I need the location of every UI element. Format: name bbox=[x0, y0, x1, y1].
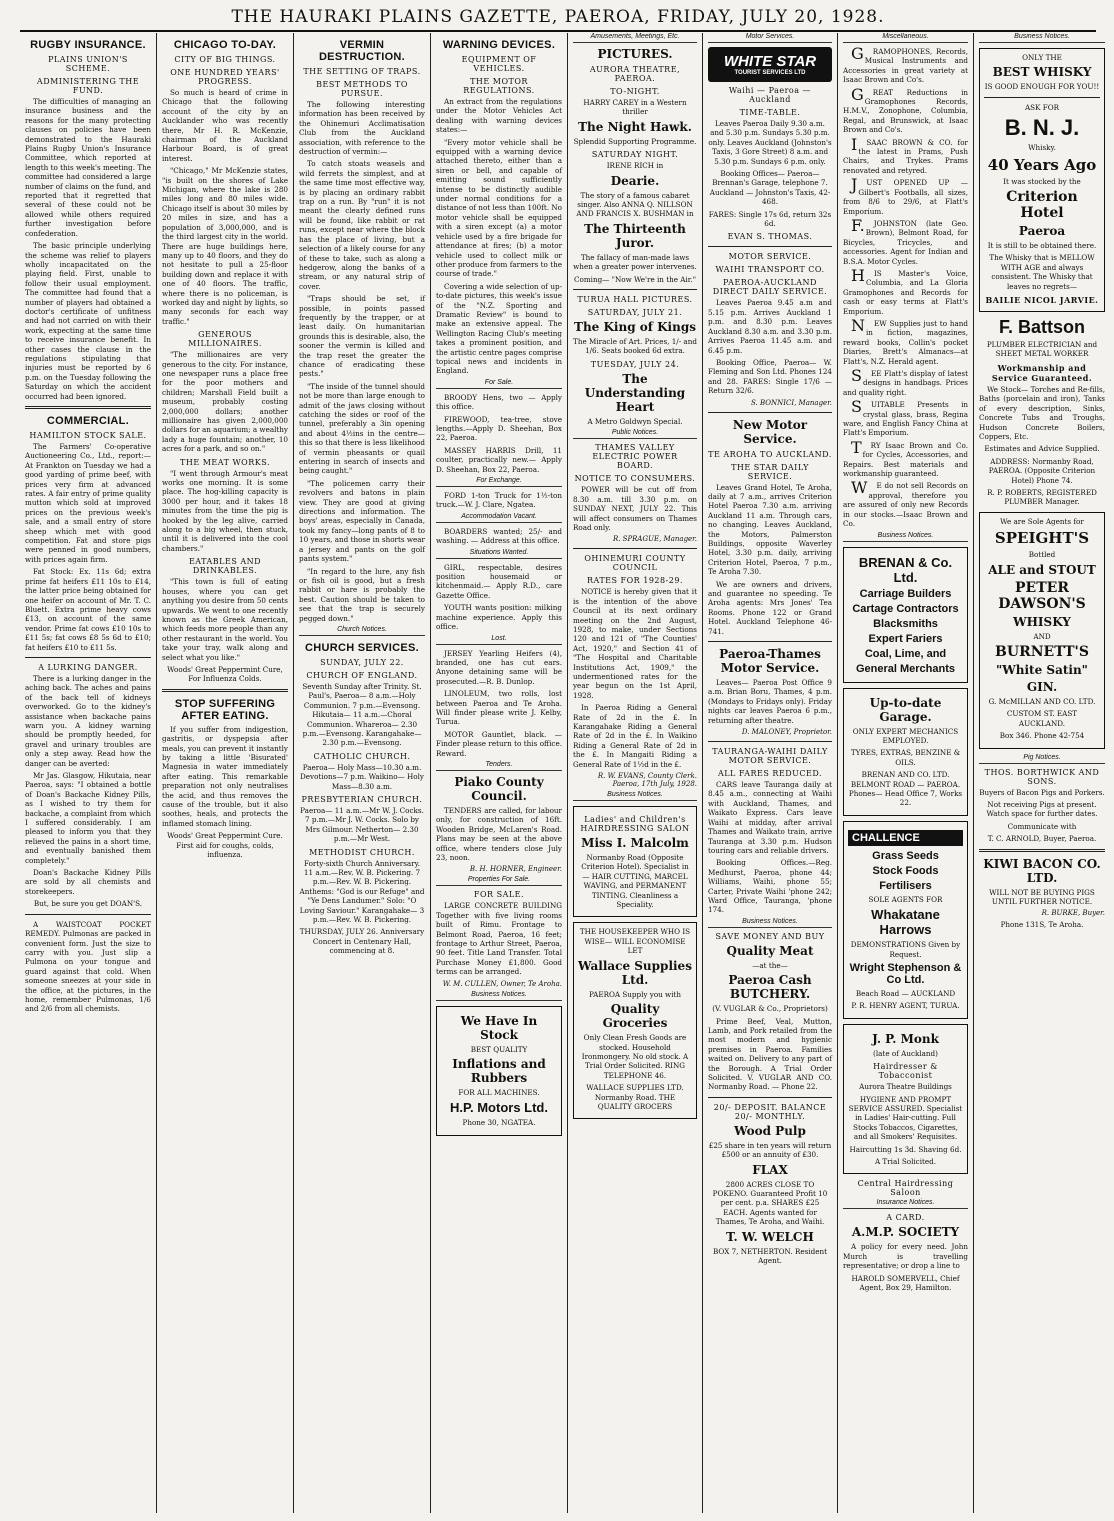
whisky-label: Whisky. bbox=[1028, 143, 1056, 153]
power-cut-text: POWER will be cut off from 8.30 a.m. till 3.30 p.m. on SUNDAY NEXT, JULY 22. This will affect consumers on Thames Road only. bbox=[573, 485, 697, 532]
church-of-england-text: Seventh Sunday after Trinity. St. Paul's, Paeroa— 8 a.m.—Holy Communion. 7 p.m.—Evensong. Hikutaia— 11 a.m.—Choral Communion. Whareroa— 2.30 p.m.—Evensong. Karangahake— 2.30 p.m.—Evensong. bbox=[302, 681, 422, 748]
amp-text: A policy for every need. John Murch is travelling representative; or drop a line to bbox=[843, 1242, 968, 1271]
chicago-subheading-2: ONE HUNDRED YEARS' PROGRESS. bbox=[170, 68, 280, 86]
mcmillan: G. McMILLAN AND CO. LTD. bbox=[988, 696, 1096, 706]
hp-motors-ad bbox=[436, 1006, 562, 1136]
stock-sale-subheading: HAMILTON STOCK SALE. bbox=[29, 431, 147, 440]
section-label: Business Notices. bbox=[436, 991, 562, 1001]
deposit-heading: 20/- DEPOSIT. BALANCE 20/- MONTHLY. bbox=[713, 1102, 827, 1121]
divider bbox=[979, 849, 1105, 852]
direct-service: PAEROA-AUCKLAND DIRECT DAILY SERVICE. bbox=[712, 278, 828, 297]
monk-text: HYGIENE AND PROMPT SERVICE ASSURED. Specialist in Ladies' Hair-cutting. Full Stocks Tobaccos, Cigarettes, and all Smokers' Requisites. bbox=[848, 1094, 963, 1142]
wallace-footer: WALLACE SUPPLIES LTD. Normanby Road. THE QUALITY GROCERS bbox=[586, 1083, 684, 1111]
wright-stephenson: Wright Stephenson & Co Ltd. bbox=[849, 961, 962, 986]
meat-works-heading: THE MEAT WORKS. bbox=[180, 457, 270, 467]
tauranga-booking: Booking Offices.—Reg. Medhurst, Paeroa, phone 44; Williams, Waihi, phone 55; Carter, Private Waihi 'phone 242; Ward Office, Tauranga, 'phone 174. bbox=[708, 858, 832, 915]
maloney-signature: D. MALONEY, Proprietor. bbox=[741, 728, 832, 737]
rates-heading: RATES FOR 1928-29. bbox=[586, 576, 684, 586]
garage-address: BRENAN AND CO. LTD. BELMONT ROAD — PAEROA. Phones— Head Office 7, Works 22. bbox=[848, 770, 963, 808]
property-ad: LARGE CONCRETE BUILDING Together with five living rooms built of Rimu. Frontage to Belmont Road, Paeroa, 16 feet; frontage to Arthur Street, Paeroa, 90 feet. Title Land Transfer. Total Purchase Money £1,800. Good terms can be arranged. bbox=[436, 901, 562, 977]
welch-name: T. W. WELCH bbox=[726, 1229, 814, 1244]
ask-for: ASK FOR bbox=[1024, 102, 1060, 112]
chicago-para-2: "Chicago," Mr McKenzie states, "is built on the shores of Lake Michigan, where the lake is 280 miles long and 80 miles wide. Chicago itself is about 30 miles by 20 miles in size, and has a population of 3,000,000, and is the third largest city in the world. There are huge buildings here, many up to 40 floors, and they do not hesitate to pull a 25-floor building down and replace it with one of 40 floors. The traffic, where there is no policeman, is worked day and night by lights, so many seconds for each way traffic." bbox=[162, 166, 288, 326]
arnold: T. C. ARNOLD, Buyer, Paeroa. bbox=[987, 834, 1097, 844]
church-date: SUNDAY, JULY 22. bbox=[320, 657, 404, 667]
battson-trade: PLUMBER ELECTRICIAN and SHEET METAL WORKER bbox=[986, 340, 1098, 359]
amp-society: A.M.P. SOCIETY bbox=[851, 1225, 960, 1240]
peppermint-ad-2: Woods' Great Peppermint Cure. First aid for coughs, colds, influenza. bbox=[167, 831, 283, 860]
saturday-star: IRENE RICH in bbox=[606, 161, 664, 171]
challence-item: Fertilisers bbox=[879, 879, 932, 892]
column-8 bbox=[974, 33, 1110, 1513]
rates-signature: R. W. EVANS, County Clerk. Paeroa, 17th July, 1928. bbox=[597, 772, 697, 789]
brenan-line: General Merchants bbox=[855, 662, 956, 675]
tender-ad: TENDERS are called, for labour only, for construction of 16ft. Wooden Bridge, McLaren's Road. Plans may be seen at the above office, where tenders close July 23, noon. bbox=[436, 805, 562, 862]
vermin-para-2: To catch stoats weasels and wild ferrets the simplest, and at the same time most effective way, is by placing an ordinary rabbit trap on a run. By "run" it is not meant the clearly defined runs will be found, like rabbit or rat runs, except near where the block has the place of living, but a selection of a likely course for any of these to take, such as along a hedgerow, along the banks of a stream, or any natural strip of cover. bbox=[299, 159, 425, 291]
vermin-subheading-2: BEST METHODS TO PURSUE. bbox=[316, 80, 408, 98]
monk-late: (late of Auckland) bbox=[873, 1048, 938, 1058]
stocked-by: It was stocked by the bbox=[1003, 176, 1081, 186]
whakatane-harrows: Whakatane Harrows bbox=[871, 907, 940, 938]
rugby-subheading: PLAINS UNION'S SCHEME. bbox=[48, 55, 128, 73]
monk-trade: Hairdresser & Tobacconist bbox=[873, 1062, 938, 1081]
white-star-sub: TOURIST SERVICES LTD bbox=[734, 70, 806, 76]
section-label: Business Notices. bbox=[708, 918, 832, 928]
saturday-label: SATURDAY NIGHT. bbox=[591, 150, 679, 160]
turua-special: A Metro Goldwyn Special. bbox=[587, 416, 683, 426]
whisky-ad bbox=[979, 48, 1105, 312]
butchery-proprietors: (V. VUGLAR & Co., Proprietors) bbox=[712, 1004, 828, 1014]
church-services-heading: CHURCH SERVICES. bbox=[304, 641, 419, 654]
wallace-ad bbox=[573, 922, 697, 1119]
doans-para-4: But, be sure you get DOAN'S. bbox=[33, 899, 143, 909]
saturday-film-2: The Thirteenth Juror. bbox=[584, 221, 686, 250]
central-hairdressing: Central Hairdressing Saloon bbox=[857, 1179, 954, 1198]
piako-heading: Piako County Council. bbox=[454, 774, 544, 803]
flax-heading: FLAX bbox=[752, 1162, 788, 1177]
divider bbox=[573, 548, 697, 549]
tonight-star: HARRY CAREY in a Western thriller bbox=[583, 98, 687, 117]
classified-ad: BROODY Hens, two — Apply this office. bbox=[436, 392, 562, 412]
only-the: ONLY THE bbox=[1022, 53, 1062, 62]
wallace-supply: PAEROA Supply you with bbox=[588, 989, 682, 999]
direct-times: Leaves Paeroa 9.45 a.m and 5.15 p.m. Arrives Auckland 1 p.m. and 8.30 p.m. Leaves Auckland 8.30 a.m. and 3.30 p.m. Arrives Paeroa 11.45 a.m. and 6.45 p.m. bbox=[708, 298, 832, 355]
column-2 bbox=[157, 33, 294, 1513]
brenan-ad bbox=[843, 547, 968, 683]
white-star-name: WHITE STAR bbox=[723, 53, 817, 70]
section-label: Church Notices. bbox=[299, 626, 425, 636]
divider bbox=[708, 741, 832, 742]
saturday-desc: The story of a famous cabaret singer. Also ANNA Q. NILLSON AND FRANCIS X. BUSHMAN in bbox=[576, 190, 694, 219]
chicago-subheading: CITY OF BIG THINGS. bbox=[174, 55, 276, 64]
paeroa-thames-text: Leaves— Paeroa Post Office 9 a.m. Brian Boru, Thames, 4 p.m. (Mondays to Fridays only). Friday nights car leaves Paeroa 6 p.m., returning after theatre. bbox=[708, 678, 832, 725]
stock-para-1: The Farmers' Co-operative Auctioneering Co., Ltd., report:— At Frankton on Tuesday we had a good yarding of prime beef, with prices very firm at advanced rates. A fair entry of prime quality mutton which sold at improved prices on the previous week's sale, and a small entry of store sheep which met with good competition. Fat and store pigs were penned in good numbers, with prices again firm. bbox=[25, 442, 151, 564]
section-label: Business Notices. bbox=[843, 532, 968, 542]
misc-ad: GRAMOPHONES, Records, Musical Instruments and Accessories in great variety at Isaac Brown and Co's. bbox=[843, 44, 968, 85]
catholic-church: CATHOLIC CHURCH. bbox=[313, 751, 411, 761]
divider bbox=[25, 657, 151, 658]
brenan-line: Coal, Lime, and bbox=[864, 647, 947, 660]
misc-ad: F.JOHNSTON (late Geo. Brown), Belmont Road, for Bicycles, Tricycles, and accessories. Agent for Indian and B.S.A. Motor Cycles. bbox=[843, 215, 968, 266]
and-word: AND bbox=[1033, 631, 1051, 641]
monk-address: Aurora Theatre Buildings bbox=[859, 1082, 952, 1092]
vermin-para-3: "Traps should be set, if possible, in points passed frequently by the trapper, or at least daily. On humanitarian grounds this is desirable, also, the sooner the vermin is killed and the trap reset the greater the chance of eradicating these pests." bbox=[299, 294, 425, 379]
classified-ad: YOUTH wants position: milking machine experience. Apply this office. bbox=[436, 603, 562, 632]
catholic-church-text: Paeroa— Holy Mass—10.30 a.m. Devotions—7 p.m. Waikino— Holy Mass—8.30 a.m. bbox=[300, 762, 424, 791]
section-label: Insurance Notices. bbox=[843, 1199, 968, 1209]
quality-meat: Quality Meat bbox=[726, 943, 814, 958]
waihi-transport: WAIHI TRANSPORT CO. bbox=[715, 265, 825, 275]
divider bbox=[708, 641, 832, 642]
forty-years: 40 Years Ago bbox=[987, 155, 1097, 174]
saturday-film: Dearie. bbox=[610, 173, 660, 188]
warning-subheading-2: THE MOTOR REGULATIONS. bbox=[463, 77, 535, 95]
brenan-name: BRENAN & Co. Ltd. bbox=[858, 554, 953, 585]
commercial-heading: COMMERCIAL. bbox=[46, 415, 130, 427]
presbyterian-church-text: Paeroa— 11 a.m.—Mr W. J. Cocks. 7 p.m.—Mr J. W. Cocks. Solo by Mrs Gilmour. Netherton— 2.30 p.m.—Mr West. bbox=[300, 806, 424, 844]
warning-para-2: "Every motor vehicle shall be equipped with a warning device attached thereto, either than a siren or bell, and capable of emitting sound sufficiently intense to be distinctly audible under normal conditions for a distance of not less than 100ft. No motor vehicle shall be equipped with a siren except (a) a motor vehicle used by a fire brigade for attendance at fires; (b) a motor vehicle used to collect milk or other produce from farmers to the course of trade." bbox=[436, 137, 562, 279]
column-5 bbox=[568, 33, 703, 1513]
column-1 bbox=[20, 33, 157, 1513]
doans-para-1: There is a lurking danger in the aching back. The aches and pains of the back tell of kidneys overworked. Go to the kidney's assistance when backache pains warn you. A kidney warning should be promptly heeded, for gravel and urinary troubles are only a step away. Read how the danger can be averted: bbox=[25, 673, 151, 768]
burke-signature: R. BURKE, Buyer. bbox=[1041, 909, 1105, 918]
direct-signature: S. BONNICI, Manager. bbox=[750, 398, 832, 407]
brenan-line: Blacksmiths bbox=[873, 617, 938, 630]
speights-ad bbox=[979, 512, 1105, 749]
wallace-name: Wallace Supplies Ltd. bbox=[578, 958, 692, 987]
divider bbox=[25, 406, 151, 409]
brenan-line: Carriage Builders bbox=[859, 587, 952, 600]
at-the: —at the— bbox=[752, 960, 788, 970]
column-4 bbox=[431, 33, 568, 1513]
brenan-line: Cartage Contractors bbox=[852, 602, 959, 615]
battson-stock: We Stock— Torches and Re-fills, Baths (porcelain and iron), Tanks of every description, Sinks, Concrete Tubs and Troughs, Hudson Concrete Boilers, Coppers, Etc. bbox=[979, 384, 1105, 441]
star-drivers: We are owners and drivers, and guarantee no speeding. Te Aroha agents: Mrs Jones' Tea Rooms. Phone 122 or Grand Hotel. Auckland Telephone 46-741. bbox=[708, 579, 832, 636]
section-label: Business Notices. bbox=[979, 33, 1105, 43]
hp-machines: FOR ALL MACHINES. bbox=[458, 1088, 540, 1098]
magnesia-para: If you suffer from indigestion, gastritis, or dyspepsia after meals, you can prevent it instantly by taking a little 'Bisurated' Magnesia in water immediately after eating. This remarkable preparation not only neutralises the acid, and thus removes the cause of the trouble, but it also soothes, heals, and protects the inflamed stomach lining. bbox=[162, 724, 288, 828]
section-label: Business Notices. bbox=[573, 791, 697, 801]
whisky-word: WHISKY bbox=[1013, 614, 1071, 629]
section-label: For Sale. bbox=[436, 379, 562, 389]
chicago-para-1: So much is heard of crime in Chicago that the following account of the city by an Aucklander who was recently there, Mr H. R. McKenzie, chairman of the Auckland Harbour Board, is of great interest. bbox=[162, 88, 288, 163]
divider bbox=[162, 689, 288, 692]
borthwick: THOS. BORTHWICK AND SONS. bbox=[984, 767, 1100, 786]
section-label: Tenders. bbox=[436, 761, 562, 771]
monk-ad bbox=[843, 1024, 968, 1175]
bnj-brand: B. N. J. bbox=[1004, 115, 1080, 141]
wallace-groceries: Quality Groceries bbox=[602, 1002, 668, 1031]
stock-para-2: Fat Stock: Ex. 11s 6d; extra prime fat heifers £11 10s to £14, the latter price being obtained for one heifer on account of Mr. T. C. Bluett. Extra prime heavy cows £13, on account of the same vendor. Prime fat cows £10 10s to £11 5s; fat cows £8 5s 6d to £10; fat heifers £10 to £11 5s. bbox=[25, 567, 151, 652]
monk-name: J. P. Monk bbox=[872, 1031, 939, 1046]
demonstrations: DEMONSTRATIONS Given by Request. bbox=[850, 940, 961, 959]
challence-name: CHALLENCE bbox=[848, 830, 963, 846]
church-of-england: CHURCH OF ENGLAND. bbox=[306, 670, 418, 680]
rates-notice: NOTICE is hereby given that it is the intention of the above Council at its next ordinary meeting on the 2nd August, 1928, to make, under Sections 120 and 121 of "The Counties' Act, 1920," and Section 41 of "The Hospital and Charitable Institutions Act, 1909," the undermentioned rates for the year begun on the 1st April, 1928. bbox=[573, 587, 697, 700]
star-times: Leaves Grand Hotel, Te Aroha, daily at 7 a.m., arrives Criterion Hotel Paeroa 7.30 a.m. arriving Auckland 11 a.m. Through cars, no changing. Leaves Auckland, the Motors, Palmerston Buildings, opposite Waverley Hotel, 3.30 p.m. daily, arriving Criterion Hotel, Paeroa, 7 p.m., Te Aroha 7.30. bbox=[708, 482, 832, 577]
section-label: Situations Wanted. bbox=[436, 549, 562, 559]
chicago-police-para: "The policemen carry their revolvers and batons in plain view. They are good at giving directions and information. The boys' areas, especially in Canada, took my fancy—long pants of 8 to 10 years, and those in shorts wear a jersey and pants on the golf pants system." bbox=[299, 478, 425, 564]
for-sale-heading: FOR SALE. bbox=[473, 890, 525, 900]
rates-detail: In Paeroa Riding a General Rate of 2d in the £. In Karangahake Riding a General Rate of 2d in the £. In Waikino Riding a General Rate of 2d in the £. In Mangaiti Riding a General Rate of 1½d in the £. bbox=[573, 703, 697, 769]
misc-ad: WE do not sell Records on approval, therefore you are assured of only new Records in our stocks.—Isaac Brown and Co. bbox=[843, 478, 968, 529]
misc-ad: NEW Supplies just to hand in fiction, magazines, reward books, Collin's pocket Diaries, Brett's Almanacs—at Flatt's, N.Z. Herald agent. bbox=[843, 315, 968, 366]
tauranga-heading: TAURANGA-WAIHI DAILY MOTOR SERVICE. bbox=[712, 747, 828, 766]
misc-ad: SEE Flatt's display of latest designs in handbags. Prices and quality right. bbox=[843, 366, 968, 397]
wood-pulp-text: £25 share in ten years will return £500 or an annuity of £30. bbox=[708, 1140, 832, 1160]
doans-para-2: Mr Jas. Glasgow, Hikutaia, near Paeroa, says: "I obtained a bottle of Doan's Backache Kidney Pills, as I wished to try them for backache, a complaint from which I suffered considerably. I am pleased to inform you that they relieved the pains in a short time, and eventually banished them completely." bbox=[25, 771, 151, 865]
battson-manager: R. P. ROBERTS, REGISTERED PLUMBER Manager. bbox=[987, 487, 1097, 507]
burnetts: BURNETT'S bbox=[995, 643, 1089, 660]
challence-item: Grass Seeds bbox=[872, 849, 939, 862]
best-whisky: BEST WHISKY bbox=[992, 65, 1092, 80]
gin: GIN. bbox=[1026, 679, 1058, 694]
sole-agents-for: We are Sole Agents for bbox=[1000, 516, 1084, 526]
wood-pulp: Wood Pulp bbox=[734, 1123, 806, 1138]
tauranga-times: CARS leave Tauranga daily at 8.45 a.m., connecting at Waihi with Auckland, Thames, and Waikato Express. Cars leave Waihi at midday, after arrival Thames and Waikato train, arrive Tauranga at 3.30 p.m. Hudson touring cars and reliable drivers. bbox=[708, 780, 832, 855]
good-enough: IS GOOD ENOUGH FOR YOU!! bbox=[984, 82, 1100, 92]
power-signature: R. SPRAGUE, Manager. bbox=[612, 535, 697, 544]
route-heading: Waihi — Paeroa — Auckland bbox=[728, 86, 812, 104]
tonight-film: The Night Hawk. bbox=[578, 119, 692, 134]
hp-motors-name: H.P. Motors Ltd. bbox=[450, 1100, 548, 1116]
rugby-para-1: The difficulties of managing an insurance business and the reasons for the many protecting clauses on policies have been demonstrated to the Hauraki Plains Rugby Union's Insurance Committee, which reported at length to this week's meeting. The committee had considered a large number of claims on the fund, and reported that it regretted that several of these could not be allowed while others required further investigation before confederation. bbox=[25, 97, 151, 238]
misc-ad: HIS Master's Voice, Columbia, and La Gloria Gramophones and Records for cash or easy terms at Flatt's Emporium. bbox=[843, 265, 968, 316]
ale-stout: ALE and STOUT bbox=[988, 562, 1096, 577]
divider bbox=[25, 914, 151, 915]
speights: SPEIGHT'S bbox=[994, 529, 1090, 548]
warning-subheading: EQUIPMENT OF VEHICLES. bbox=[461, 55, 537, 73]
battson-address: ADDRESS: Normanby Road, PAEROA. (Opposite Criterion Hotel) Phone 74. bbox=[988, 456, 1096, 485]
section-label: Miscellaneous. bbox=[843, 33, 968, 43]
column-7 bbox=[838, 33, 974, 1513]
salon-ad bbox=[573, 806, 697, 917]
cash-butchery: Paeroa Cash BUTCHERY. bbox=[728, 973, 812, 1002]
section-label: Lost. bbox=[436, 635, 562, 645]
battson-estimates: Estimates and Advice Supplied. bbox=[984, 444, 1100, 454]
salon-text: Normanby Road (Opposite Criterion Hotel). Specialist in— HAIR CUTTING, MARCEL WAVING, and PERMANENT TINTING. Cleanliness a Speciality. bbox=[581, 853, 689, 910]
communicate: Communicate with bbox=[1007, 821, 1077, 831]
salon-owner: Miss I. Malcolm bbox=[581, 836, 689, 851]
turua-film-2: The Understanding Heart bbox=[584, 371, 686, 414]
criterion-hotel: Criterion Hotel bbox=[1006, 189, 1078, 222]
classified-ad: FIREWOOD, tea-tree, stove lengths.—Apply D. Sheehan, Box 22, Paeroa. bbox=[436, 414, 562, 443]
divider bbox=[984, 97, 1100, 98]
wallace-text: Only Clean Fresh Goods are stocked. Household Ironmongery. No old stock. A Trial Order Solicited. RING TELEPHONE 46. bbox=[581, 1033, 689, 1080]
pulmona-ad: A WAISTCOAT POCKET REMEDY. Pulmonas are packed in convenient form. Just the size to carry with you. Just slip a Pulmona on your tongue and guard against that cold. When someone sneezes at your side in the office, at the pictures, in the home, remember Pulmonas, 1/6 and 2/6 from all chemists. bbox=[25, 919, 151, 1014]
chicago-heading: CHICAGO TO-DAY. bbox=[173, 39, 277, 51]
sole-agents: SOLE AGENTS FOR bbox=[868, 894, 943, 904]
thursday-concert: THURSDAY, JULY 26. Anniversary Concert in Centenary Hall, commencing at 8. bbox=[299, 927, 425, 956]
henry-agent: P. R. HENRY AGENT, TURUA. bbox=[851, 1001, 960, 1011]
flax-text: 2800 ACRES CLOSE TO POKENO. Guaranteed Profit 10 per cent. p.a. SHARES £25 EACH. Agents wanted for Thames, Te Aroha, and Waihi. bbox=[712, 1179, 828, 1227]
divider bbox=[708, 246, 832, 247]
turua-heading: TURUA HALL PICTURES. bbox=[577, 295, 693, 305]
turua-sat: SATURDAY, JULY 21. bbox=[587, 308, 683, 318]
warning-para-1: An extract from the regulations under the Motor Vehicles Act dealing with warning devices states:— bbox=[436, 97, 562, 135]
challence-item: Stock Foods bbox=[872, 864, 939, 877]
butchery-text: Prime Beef, Veal, Mutton, Lamb, and Pork retailed from the most modern and hygienic premises in Paeroa. Families waited on. Delivery to any part of the Borough. A Trial Order Solicited. V. VUGLAR AND CO. Normanby Road. — Phone 22. bbox=[708, 1016, 832, 1092]
section-label: Amusements, Meetings, Etc. bbox=[573, 33, 697, 43]
bottled: Bottled bbox=[1028, 550, 1056, 560]
column-6 bbox=[703, 33, 838, 1513]
power-board-heading: THAMES VALLEY ELECTRIC POWER BOARD. bbox=[592, 443, 678, 471]
kiwi-notice: WILL NOT BE BUYING PIGS UNTIL FURTHER NOTICE. bbox=[989, 887, 1095, 907]
classified-ad: BOARDERS wanted; 25/- and washing. — Address at this office. bbox=[436, 526, 562, 546]
garage-ad bbox=[843, 688, 968, 816]
vermin-para-6: "In regard to the lure, any fish or fish oil is good, but a fresh rabbit or hare is probably the best. Caution should be taken to see that the trap is securely pegged down." bbox=[299, 566, 425, 623]
misc-ad: GREAT Reductions in Gramophones Records, H.M.V., Zonophone, Columbia, Regal, and Brunswick, at Isaac Brown and Co's. bbox=[843, 84, 968, 135]
rugby-heading: RUGBY INSURANCE. bbox=[30, 39, 146, 51]
presbyterian-church: PRESBYTERIAN CHURCH. bbox=[301, 795, 423, 804]
amp-card: A CARD. bbox=[886, 1213, 925, 1223]
property-signature: W. M. CULLEN, Owner, Te Aroha. bbox=[442, 979, 562, 988]
tonight-support: Splendid Supporting Programme. bbox=[573, 136, 697, 146]
classified-ad: FORD 1-ton Truck for 1½-ton truck.—W. J. Clare, Ngatea. bbox=[436, 491, 562, 510]
lurking-danger-heading: A LURKING DANGER. bbox=[38, 662, 138, 672]
saturday-desc-2: The fallacy of man-made laws when a greater power intervenes. bbox=[573, 252, 697, 272]
motor-service-heading: MOTOR SERVICE. bbox=[728, 252, 812, 262]
vermin-heading: VERMIN DESTRUCTION. bbox=[318, 39, 406, 63]
stop-suffering-heading: STOP SUFFERING AFTER EATING. bbox=[174, 697, 276, 722]
turua-film: The King of Kings bbox=[574, 320, 696, 335]
turua-prices: The Miracle of Art. Prices, 1/- and 1/6. Seats booked 6d extra. bbox=[573, 337, 697, 356]
eatables-heading: EATABLES AND DRINKABLES. bbox=[188, 557, 262, 576]
welch-text: BOX 7, NETHERTON. Resident Agent. bbox=[713, 1246, 827, 1266]
aurora-theatre: AURORA THEATRE, PAEROA. bbox=[589, 65, 681, 83]
kiwi-phone: Phone 131S, Te Aroha. bbox=[1000, 920, 1084, 930]
save-money: SAVE MONEY AND BUY bbox=[715, 931, 825, 941]
section-label: Accommodation Vacant. bbox=[436, 513, 562, 523]
brenan-line: Expert Fariers bbox=[868, 632, 943, 645]
bacon-buyers: Buyers of Bacon Pigs and Porkers. bbox=[979, 787, 1105, 797]
booking-text: Booking Offices— Paeroa—Brennan's Garage, telephone 7. Auckland — Johnston's Taxis, 42-468. bbox=[709, 169, 831, 207]
consumers-notice: NOTICE TO CONSUMERS. bbox=[574, 474, 696, 484]
garage-tyres: TYRES, EXTRAS, BENZINE & OILS. bbox=[850, 748, 961, 767]
not-receiving: Not receiving Pigs at present. Watch space for further dates. bbox=[986, 800, 1098, 819]
section-label: Properties For Sale. bbox=[436, 876, 562, 886]
garage-heading: Up-to-date Garage. bbox=[869, 695, 942, 724]
thomas-sig: EVAN S. THOMAS. bbox=[727, 232, 813, 242]
wallace-intro: THE HOUSEKEEPER WHO IS WISE— WILL ECONOMISE LET bbox=[579, 927, 691, 956]
monk-trial: A Trial Solicited. bbox=[874, 1157, 937, 1167]
section-label: Public Notices. bbox=[573, 429, 697, 439]
bailie-nicol: BAILIE NICOL JARVIE. bbox=[985, 295, 1099, 306]
misc-ad: ISAAC BROWN & CO. for the latest in Prams, Push Chairs, and Trykes. Prams renovated and retyred. bbox=[843, 134, 968, 175]
fares-text: FARES: Single 17s 6d, return 32s 6d. bbox=[708, 209, 832, 229]
vermin-para-4: "The inside of the tunnel should not be more than large enough to admit of the jaws closing without catching the sides or roof of the tunnel, preferably a 3in opening and about 4½ins in the centre—this so that there is less likelihood of vermin pheasants or quail entering in search of insects and being caught." bbox=[299, 381, 425, 476]
misc-ad: TRY Isaac Brown and Co. for Cycles, Accessories, and Repairs. Best materials and workmanship guaranteed. bbox=[843, 437, 968, 479]
classified-ad: GIRL, respectable, desires position housemaid or kitchenmaid.— Apply R.D., care Gazette Office. bbox=[436, 562, 562, 600]
battson-name: F. Battson bbox=[998, 317, 1085, 338]
misc-ad: JUST OPENED UP — Gilbert's Footballs, all sizes, from 8/6 to 29/6, at Flatt's Emporium. bbox=[843, 175, 968, 216]
divider bbox=[573, 289, 697, 290]
tender-signature: B. H. HORNER, Engineer. bbox=[469, 865, 562, 874]
misc-ad: SUITABLE Presents in crystal glass, brass, Regina ware, and English Fancy China at Flatt's Emporium. bbox=[843, 397, 968, 438]
column-3 bbox=[294, 33, 431, 1513]
review-para: Covering a wide selection of up-to-date pictures, this week's issue of the "N.Z. Sporting and Dramatic Review" is bound to make an extensive appeal. The Wellington Racing Club's meeting takes a prominent position, and the artistic centre pages comprise topical news and incidents in England. bbox=[436, 281, 562, 376]
vermin-para-1: The following interesting information has been received by the Ohinemuri Acclimatisation Club from the Auckland association, with reference to the destruction of vermin:— bbox=[299, 100, 425, 157]
doans-para-3: Doan's Backache Kidney Pills are sold by all chemists and storekeepers. bbox=[25, 868, 151, 896]
section-label: Motor Services. bbox=[708, 33, 832, 43]
kiwi-bacon: KIWI BACON CO. LTD. bbox=[983, 856, 1101, 885]
section-label: Pig Notices. bbox=[979, 754, 1105, 764]
section-label: For Exchange. bbox=[436, 477, 562, 487]
white-star-logo bbox=[708, 47, 832, 82]
fares-reduced: ALL FARES REDUCED. bbox=[717, 769, 823, 779]
pictures-heading: PICTURES. bbox=[597, 47, 673, 61]
timetable-text: Leaves Paeroa Daily 9.30 a.m. and 5.30 p.m. Sundays 5.30 p.m. only. Leaves Auckland (Johnston's Taxis, 3 Gore Street) 8 a.m. and 5.30 p.m. Sundays 6 p.m. only. bbox=[708, 119, 832, 166]
county-council-heading: OHINEMURI COUNTY COUNCIL bbox=[584, 554, 686, 573]
hp-best-quality: BEST QUALITY bbox=[470, 1044, 528, 1054]
divider bbox=[708, 1097, 832, 1098]
coming-soon: Coming— "Now We're in the Air." bbox=[574, 274, 696, 284]
paeroa-thames-heading: Paeroa-Thames Motor Service. bbox=[719, 647, 821, 676]
beach-road: Beach Road — AUCKLAND bbox=[855, 988, 956, 998]
timetable-heading: TIME-TABLE. bbox=[739, 108, 801, 117]
classified-ad: MOTOR Gauntlet, black. — Finder please return to this office. Reward. bbox=[436, 729, 562, 758]
chicago-para-5: "This town is full of eating houses, where you can get anything you desire from 50 cents upwards. We went to one recently known as the Greek American, which feeds more people than any other restaurant in the world. You take your tray, walk along and select what you like." bbox=[162, 577, 288, 662]
battson-guarantee: Workmanship and Service Guaranteed. bbox=[991, 362, 1093, 383]
te-aroha-auckland: TE AROHA TO AUCKLAND. bbox=[708, 449, 832, 459]
turua-tue: TUESDAY, JULY 24. bbox=[590, 359, 680, 369]
masthead: THE HAURAKI PLAINS GAZETTE, PAEROA, FRIDAY, JULY 20, 1928. bbox=[20, 4, 1096, 32]
chicago-para-4: "I went through Armour's meat works one morning. It is some place. The hog-killing capacity is 3000 per hour, and it takes 18 minutes from the time the pig is hooked by the leg alive, carried along to a big wheel, then stuck, until it is delivered into the cool chambers." bbox=[162, 468, 288, 553]
divider bbox=[708, 412, 832, 413]
criterion-paeroa: Paeroa bbox=[1018, 224, 1066, 239]
salon-heading: Ladies' and Children's HAIRDRESSING SALON bbox=[580, 815, 690, 834]
rugby-subheading-2: ADMINISTERING THE FUND. bbox=[36, 77, 140, 95]
chicago-para-3: "The millionaires are very generous to the city. For instance, one newspaper runs a place free for the poor mothers and children; Marshall Field built a museum, probably costing 2,000,000 dollars; another millionaire has given 2,000,000 dollars for an aquarium; a wealthy lady a huge fountain; another, 10 acres for a park, and so on." bbox=[162, 350, 288, 454]
custom-st: CUSTOM ST. EAST AUCKLAND. bbox=[1006, 709, 1078, 728]
classified-ad: LINOLEUM, two rolls, lost between Paeroa and Te Aroha. Will finder please write J. Kelby, Turua. bbox=[436, 689, 562, 727]
mellow-text: The Whisky that is MELLOW WITH AGE and always consistent. The Whisky that leaves no regrets— bbox=[989, 253, 1095, 291]
classified-ad: JERSEY Yearling Heifers (4), branded, one has cut ears. Anyone detaining same will be prosecuted.—R. B. Dunlop. bbox=[436, 648, 562, 686]
amp-agent: HAROLD SOMERVELL, Chief Agent, Box 29, Hamilton. bbox=[851, 1273, 960, 1293]
hp-phone: Phone 30, NGATEA. bbox=[462, 1118, 536, 1128]
star-service: THE STAR DAILY SERVICE. bbox=[731, 462, 809, 481]
millionaires-heading: GENEROUS MILLIONAIRES. bbox=[188, 330, 262, 349]
methodist-church: METHODIST CHURCH. bbox=[309, 847, 415, 857]
direct-booking: Booking Office, Paeroa— W. Fleming and Son Ltd. Phones 124 and 28. FARES: Single 17/6 — Return 32/6. bbox=[708, 357, 832, 396]
still-obtained: It is still to be obtained there. bbox=[987, 241, 1097, 251]
mcmillan-box: Box 346. Phone 42-754 bbox=[999, 731, 1085, 741]
hp-stock-heading: We Have In Stock bbox=[460, 1013, 538, 1042]
new-motor-heading: New Motor Service. bbox=[732, 417, 808, 446]
garage-mechanics: ONLY EXPERT MECHANICS EMPLOYED. bbox=[852, 726, 959, 745]
peter-dawson: PETER DAWSON'S bbox=[998, 579, 1086, 612]
methodist-church-text: Forty-sixth Church Anniversary. 11 a.m.—Rev. W. B. Pickering. 7 p.m.—Rev. W. B. Pickering. Anthems: "God is our Refuge" and "Ye Dens Landumer." Solo: "O Loving Saviour." Karangahake— 3 p.m.—Rev. W. B. Pickering. bbox=[299, 858, 425, 925]
hp-inflations: Inflations and Rubbers bbox=[452, 1057, 546, 1086]
monk-prices: Haircutting 1s 3d. Shaving 6d. bbox=[849, 1144, 962, 1154]
peppermint-ad: Woods' Great Peppermint Cure, For Influenza Colds. bbox=[167, 664, 283, 684]
white-satin: "White Satin" bbox=[996, 662, 1088, 677]
page-columns bbox=[20, 33, 1110, 1513]
rugby-para-2: The basic principle underlying the scheme was relief to players wholly incapacitated on the playing field. First, unable to follow their usual employment. The committee had found that a number of players had obtained a doctor's certificate of unfitness and had not carried on with their work, expecting at the same time to receive insurance benefit. In other cases the clause in the regulations stipulating that injuries must be reported by 6 p.m. on the Tuesday following the Saturday on which the accident occurred had been ignored. bbox=[25, 241, 151, 401]
warning-devices-heading: WARNING DEVICES. bbox=[442, 39, 556, 51]
classified-ad: MASSEY HARRIS Drill, 11 coulter, practically new.— Apply D. Sheehan, Box 22, Paeroa. bbox=[436, 445, 562, 474]
vermin-subheading: THE SETTING OF TRAPS. bbox=[303, 67, 421, 76]
challence-ad bbox=[843, 821, 968, 1019]
tonight-label: TO-NIGHT. bbox=[610, 87, 660, 96]
